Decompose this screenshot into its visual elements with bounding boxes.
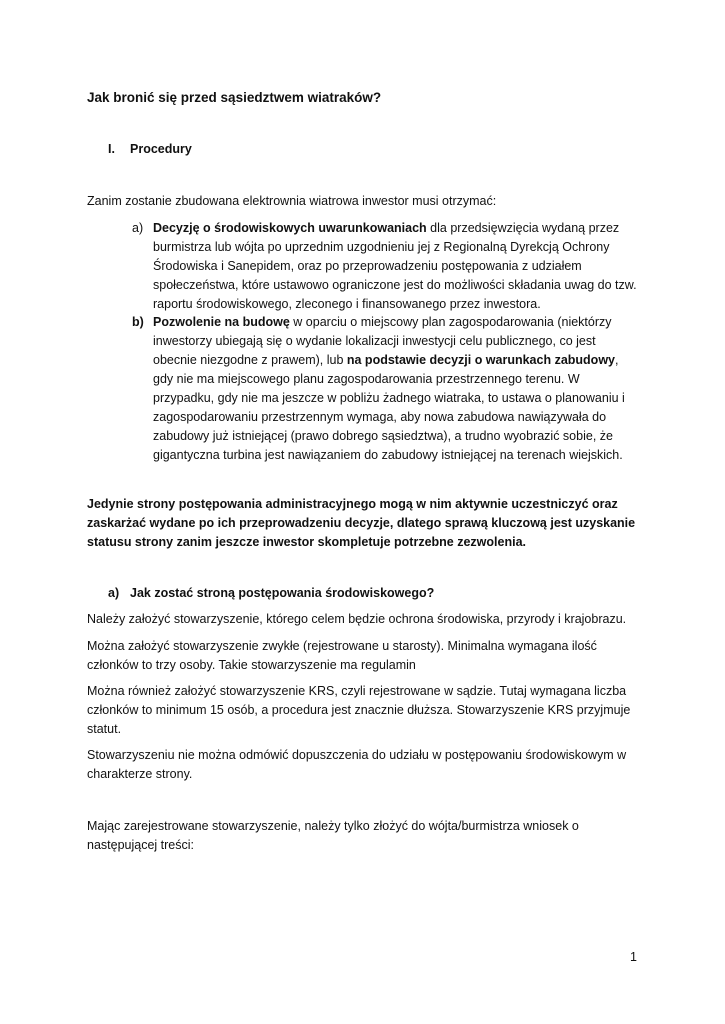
subsection-marker: a) bbox=[108, 586, 120, 600]
paragraph: Stowarzyszeniu nie można odmówić dopuszczenia do udziału w postępowaniu środowiskowym w charakterze strony. bbox=[87, 748, 627, 781]
list-item-a-bold: Decyzję o środowiskowych uwarunkowaniach bbox=[153, 221, 427, 235]
section-heading bbox=[108, 142, 192, 156]
key-note: Jedynie strony postępowania administracyjnego mogą w nim aktywnie uczestniczyć oraz zaskarżać wydane po ich przeprowadzeniu decyzje, dlatego sprawą kluczową jest uzyskanie statusu strony zanim jeszcze inwestor skompletuje potrzebne zezwolenia. bbox=[87, 497, 636, 549]
paragraph: Można również założyć stowarzyszenie KRS, czyli rejestrowane w sądzie. Tutaj wymagana liczba członków to minimum 15 osób, a procedura jest znacznie dłuższa. Stowarzyszenie KRS przyjmuje statut. bbox=[87, 684, 631, 736]
subsection-heading bbox=[108, 584, 434, 603]
paragraph: Należy założyć stowarzyszenie, którego celem będzie ochrona środowiska, przyrody i krajobrazu. bbox=[87, 612, 627, 626]
list-item-b-bold-1: Pozwolenie na budowę bbox=[153, 315, 290, 329]
page-number: 1 bbox=[630, 950, 637, 964]
document-title: Jak bronić się przed sąsiedztwem wiatraków? bbox=[87, 90, 382, 105]
list-item-b-text bbox=[153, 313, 642, 465]
section-number: I. bbox=[108, 142, 115, 156]
list-item-b bbox=[132, 313, 642, 465]
list-item-a bbox=[132, 219, 642, 314]
list-item-a-body: dla przedsięwzięcia wydaną przez burmistrza lub wójta po uprzednim uzgodnieniu jej z Regionalną Dyrekcją Ochrony Środowiska i Sanepidem, oraz po przeprowadzeniu postępowania z udziałem społeczeństwa, które ustawowo ograniczone jest do możliwości składania uwag do tzw. raportu środowiskowego, zleconego i finansowanego przez inwestora. bbox=[153, 221, 637, 311]
intro-paragraph: Zanim zostanie zbudowana elektrownia wiatrowa inwestor musi otrzymać: bbox=[87, 194, 497, 208]
list-item-a-text bbox=[153, 219, 642, 314]
list-marker-a: a) bbox=[132, 221, 144, 235]
list-item-b-body-1: w oparciu o miejscowy plan zagospodarowania (niektórzy inwestorzy ubiegają się o wydanie lokalizacji inwestycji celu publicznego, co jest obecnie niezgodne z prawem), lub bbox=[153, 315, 612, 367]
list-marker-b: b) bbox=[132, 315, 144, 329]
paragraph: Mając zarejestrowane stowarzyszenie, należy tylko złożyć do wójta/burmistrza wniosek o następującej treści: bbox=[87, 819, 579, 852]
paragraph: Można założyć stowarzyszenie zwykłe (rejestrowane u starosty). Minimalna wymagana ilość członków to trzy osoby. Takie stowarzyszenie ma regulamin bbox=[87, 639, 597, 672]
subsection-label: Jak zostać stroną postępowania środowiskowego? bbox=[130, 586, 435, 600]
list-item-b-bold-2: na podstawie decyzji o warunkach zabudowy bbox=[346, 353, 615, 367]
section-label: Procedury bbox=[130, 142, 192, 156]
list-item-b-body-2: , gdy nie ma miejscowego planu zagospodarowania przestrzennego terenu. W przypadku, gdy nie ma jeszcze w pobliżu żadnego wiatraka, to ustawa o planowaniu i zagospodarowaniu przestrzennym wymaga, aby nowa zabudowa nawiązywała do zabudowy już istniejącej (prawo dobrego sąsiedztwa), a trudno wyobrazić sobie, że gigantyczna turbina jest nawiązaniem do zabudowy istniejącej na terenach wiejskich. bbox=[153, 353, 625, 462]
